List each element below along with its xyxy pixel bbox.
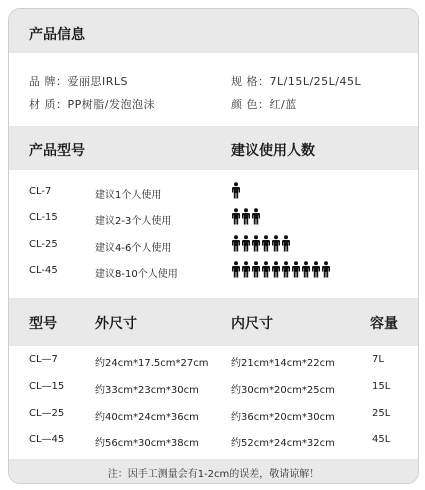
person-icon — [241, 235, 251, 252]
color-text: 颜 色：红/蓝 — [231, 98, 297, 111]
spec-text: 规 格：7L/15L/25L/45L — [231, 75, 362, 88]
person-icon — [231, 235, 241, 252]
person-icon — [321, 261, 331, 278]
section-title-model: 产品型号 — [29, 143, 85, 159]
people-icons — [231, 208, 261, 225]
person-icon — [251, 261, 261, 278]
person-icon — [241, 261, 251, 278]
people-icons — [231, 261, 331, 278]
table-cell-capacity: 7L — [372, 354, 384, 365]
material-text: 材 质：PP树脂/发泡泡沫 — [29, 98, 155, 111]
table-cell-inner-size: 约30cm*20cm*25cm — [231, 385, 335, 396]
model-label: CL-25 — [29, 239, 58, 250]
column-header-model: 型号 — [29, 316, 57, 332]
usage-text: 建议8-10个人使用 — [95, 269, 178, 280]
person-icon — [281, 235, 291, 252]
person-icon — [261, 235, 271, 252]
table-cell-inner-size: 约21cm*14cm*22cm — [231, 358, 335, 369]
model-label: CL-45 — [29, 265, 58, 276]
person-icon — [291, 261, 301, 278]
table-cell-outer-size: 约40cm*24cm*36cm — [95, 412, 199, 423]
section-title-product-info: 产品信息 — [29, 27, 85, 43]
person-icon — [251, 235, 261, 252]
table-cell-inner-size: 约52cm*24cm*32cm — [231, 438, 335, 449]
table-cell-capacity: 25L — [372, 408, 391, 419]
table-header-band — [9, 298, 418, 346]
model-label: CL-15 — [29, 212, 58, 223]
table-cell-inner-size: 约36cm*20cm*30cm — [231, 412, 335, 423]
person-icon — [261, 261, 271, 278]
person-icon — [241, 208, 251, 225]
brand-text: 品 牌：爱丽思IRLS — [29, 75, 128, 88]
people-icons — [231, 235, 291, 252]
usage-text: 建议4-6个人使用 — [95, 243, 172, 254]
column-header-outer-size: 外尺寸 — [95, 316, 137, 332]
people-icons — [231, 182, 241, 199]
model-label: CL-7 — [29, 186, 52, 197]
section-title-users: 建议使用人数 — [231, 143, 315, 159]
table-cell-outer-size: 约24cm*17.5cm*27cm — [95, 358, 209, 369]
table-cell-model: CL—15 — [29, 381, 65, 392]
table-cell-capacity: 15L — [372, 381, 391, 392]
column-header-inner-size: 内尺寸 — [231, 316, 273, 332]
table-cell-outer-size: 约33cm*23cm*30cm — [95, 385, 199, 396]
person-icon — [231, 261, 241, 278]
person-icon — [301, 261, 311, 278]
column-header-capacity: 容量 — [370, 316, 398, 332]
person-icon — [271, 261, 281, 278]
table-cell-outer-size: 约56cm*30cm*38cm — [95, 438, 199, 449]
usage-text: 建议2-3个人使用 — [95, 216, 172, 227]
person-icon — [281, 261, 291, 278]
person-icon — [231, 182, 241, 199]
table-cell-model: CL—25 — [29, 408, 65, 419]
product-info-card — [8, 8, 419, 484]
person-icon — [231, 208, 241, 225]
person-icon — [311, 261, 321, 278]
usage-text: 建议1个人使用 — [95, 190, 162, 201]
person-icon — [251, 208, 261, 225]
table-cell-model: CL—7 — [29, 354, 58, 365]
table-cell-capacity: 45L — [372, 434, 391, 445]
table-cell-model: CL—45 — [29, 434, 65, 445]
footer-note: 注：因手工测量会有1-2cm的误差，敬请谅解！ — [107, 469, 320, 480]
person-icon — [271, 235, 281, 252]
